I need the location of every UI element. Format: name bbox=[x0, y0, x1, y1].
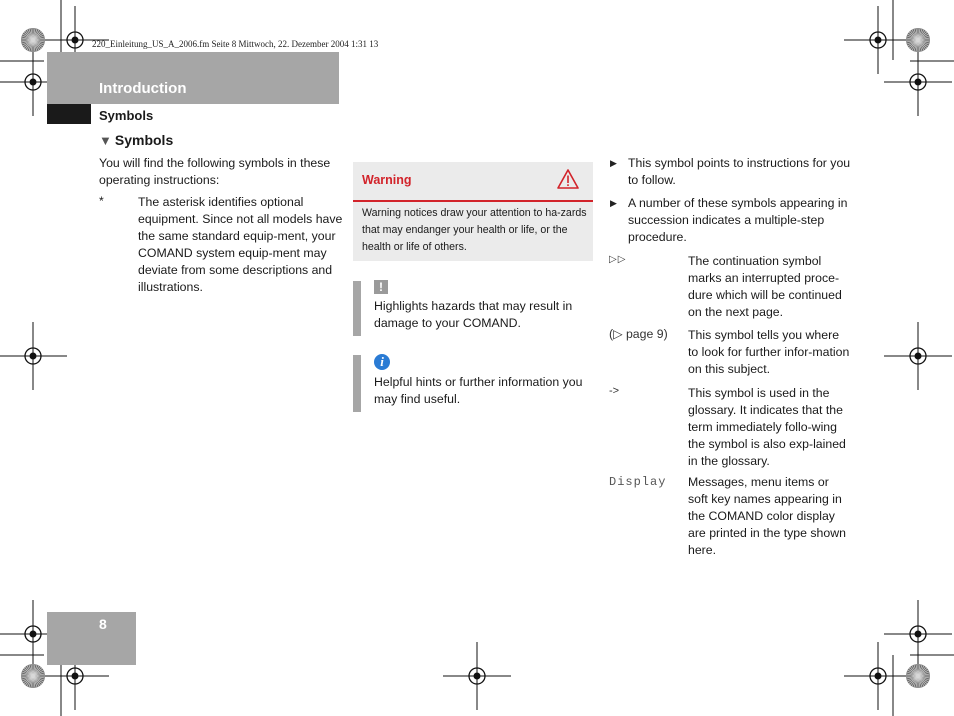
continuation-symbol: ▷▷ bbox=[609, 254, 627, 265]
section-tab-marker bbox=[47, 104, 91, 124]
warning-divider bbox=[353, 200, 593, 202]
info-icon: i bbox=[374, 354, 390, 370]
exclamation-icon: ! bbox=[374, 280, 388, 294]
page-reference-symbol: (▷ page 9) bbox=[609, 327, 668, 341]
info-note-text: Helpful hints or further information you may find useful. bbox=[374, 375, 583, 406]
page-number-band bbox=[47, 612, 136, 665]
chapter-title: Introduction bbox=[99, 80, 187, 97]
note-bar bbox=[353, 281, 361, 336]
registration-mark-icon bbox=[844, 642, 912, 710]
color-target-icon bbox=[906, 664, 930, 688]
registration-mark-icon bbox=[884, 48, 952, 116]
glossary-arrow-symbol: -> bbox=[609, 385, 620, 397]
color-target-icon bbox=[21, 664, 45, 688]
intro-paragraph: You will find the following symbols in these operating instructions: bbox=[99, 156, 331, 187]
warning-triangle-icon bbox=[557, 169, 579, 189]
registration-mark-icon bbox=[0, 322, 67, 390]
bullet-text: A number of these symbols appearing in succession indicates a multiple-step procedure. bbox=[628, 196, 848, 244]
color-target-icon bbox=[21, 28, 45, 52]
page-reference-description: This symbol tells you where to look for further infor-mation on this subject. bbox=[688, 328, 850, 376]
bullet-arrow-icon: ▶ bbox=[610, 198, 617, 208]
hazard-note-text: Highlights hazards that may result in damage to your COMAND. bbox=[374, 299, 573, 330]
chapter-header-band bbox=[47, 52, 339, 104]
warning-title: Warning bbox=[362, 173, 412, 187]
warning-text: Warning notices draw your attention to ha-zards that may endanger your health or life, or the health or life of others. bbox=[362, 207, 587, 253]
page-heading bbox=[99, 132, 173, 148]
registration-mark-icon bbox=[443, 642, 511, 710]
note-bar bbox=[353, 355, 361, 412]
file-slug: 220_Einleitung_US_A_2006.fm Seite 8 Mittwoch, 22. Dezember 2004 1:31 13 bbox=[92, 39, 379, 49]
page-number: 8 bbox=[99, 616, 107, 632]
registration-mark-icon bbox=[884, 322, 952, 390]
bullet-text: This symbol points to instructions for you to follow. bbox=[628, 156, 851, 187]
registration-mark-icon bbox=[884, 600, 952, 668]
continuation-description: The continuation symbol marks an interrupted proce-dure which will be continued on the next page. bbox=[688, 254, 842, 319]
heading-marker: ▼ bbox=[99, 133, 112, 148]
color-target-icon bbox=[906, 28, 930, 52]
glossary-description: This symbol is used in the glossary. It indicates that the term immediately follo-wing the symbol is also exp-lained in the glossary. bbox=[688, 386, 846, 468]
display-type-sample: Display bbox=[609, 475, 667, 489]
registration-mark-icon bbox=[844, 6, 912, 74]
bullet-arrow-icon: ▶ bbox=[610, 158, 617, 168]
asterisk-description: The asterisk identifies optional equipment. Since not all models have the same standard equip-ment, your COMAND system equip-ment may deviate from some descriptions and illustrations. bbox=[138, 195, 343, 294]
asterisk-symbol: * bbox=[99, 194, 104, 208]
heading-text: Symbols bbox=[114, 132, 174, 148]
display-type-description: Messages, menu items or soft key names appearing in the COMAND color display are printed in the type shown here. bbox=[688, 475, 846, 557]
section-title: Symbols bbox=[99, 108, 154, 123]
